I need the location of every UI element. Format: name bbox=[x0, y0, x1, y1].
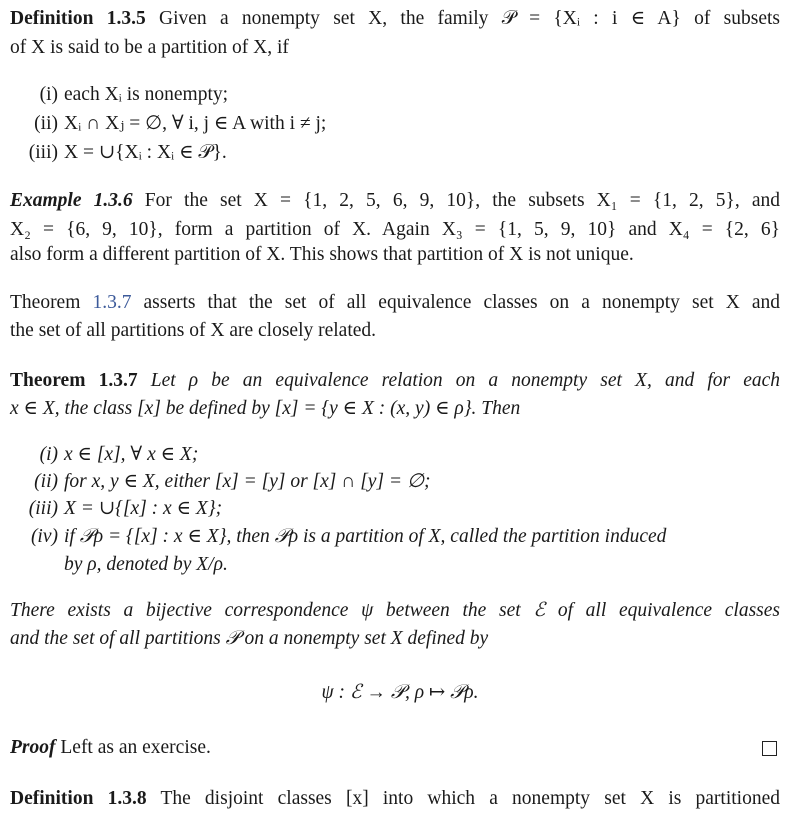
list-item bbox=[10, 80, 780, 109]
definition-text: Given a nonempty set X, the family 𝒫 = {Xᵢ : i ∈ A} of subsets bbox=[159, 8, 780, 29]
list-item-text: Xᵢ ∩ Xⱼ = ∅, ∀ i, j ∈ A with i ≠ j; bbox=[64, 113, 327, 134]
definition-1-3-5-line2: of X is said to be a partition of X, if bbox=[10, 37, 289, 58]
example-text: For the set X = {1, 2, 5, 6, 9, 10}, the subsets X₁ = {1, 2, 5}, and bbox=[144, 190, 781, 211]
qed-box-icon bbox=[762, 741, 777, 756]
example-1-3-6-line1 bbox=[10, 186, 780, 215]
definition-1-3-5-line1 bbox=[10, 4, 780, 33]
list-item-continuation: by ρ, denoted by X/ρ. bbox=[64, 554, 228, 575]
theorem-1-3-7-correspondence-line2: and the set of all partitions 𝒫 on a nonempty set X defined by bbox=[10, 628, 489, 649]
proof-label: Proof bbox=[10, 737, 56, 758]
list-item bbox=[10, 138, 780, 167]
list-item-text: X = ∪{Xᵢ : Xᵢ ∈ 𝒫}. bbox=[64, 142, 227, 163]
theorem-reference-link[interactable]: 1.3.7 bbox=[92, 292, 132, 313]
paragraph-line2: the set of all partitions of X are closely related. bbox=[10, 320, 377, 341]
list-item bbox=[10, 467, 780, 496]
list-item-number: (i) bbox=[39, 444, 58, 465]
paragraph-line1 bbox=[10, 288, 780, 317]
theorem-1-3-7-line2: x ∈ X, the class [x] be defined by [x] = {y ∈ X : (x, y) ∈ ρ}. Then bbox=[10, 398, 521, 419]
definition-text: The disjoint classes [x] into which a nonempty set X is partitioned bbox=[160, 788, 780, 809]
list-item-number: (iii) bbox=[28, 498, 58, 519]
list-item bbox=[10, 522, 780, 551]
definition-1-3-8-line1 bbox=[10, 784, 780, 813]
paragraph-text: Theorem bbox=[10, 292, 93, 313]
definition-label: Definition 1.3.8 bbox=[10, 788, 147, 809]
list-item bbox=[10, 109, 780, 138]
example-1-3-6-line2: X₂ = {6, 9, 10}, form a partition of X. Again X₃ = {1, 5, 9, 10} and X₄ = {2, 6} bbox=[10, 219, 780, 240]
proof-text: Left as an exercise. bbox=[60, 737, 211, 758]
list-item bbox=[10, 494, 780, 523]
list-item bbox=[10, 440, 780, 469]
list-item-number: (i) bbox=[39, 84, 58, 105]
list-item-number: (iii) bbox=[28, 142, 58, 163]
example-1-3-6-line3: also form a different partition of X. This shows that partition of X is not unique. bbox=[10, 244, 634, 265]
definition-label: Definition 1.3.5 bbox=[10, 8, 146, 29]
display-equation: ψ : ℰ → 𝒫, ρ ↦ 𝒫ρ. bbox=[321, 682, 479, 703]
theorem-text: Let ρ be an equivalence relation on a nonempty set X, and for each bbox=[150, 370, 781, 391]
list-item-text: X = ∪{[x] : x ∈ X}; bbox=[64, 498, 223, 519]
paragraph-text: asserts that the set of all equivalence classes on a nonempty set X and bbox=[131, 292, 781, 313]
theorem-1-3-7-line1 bbox=[10, 366, 780, 395]
list-item-text: x ∈ [x], ∀ x ∈ X; bbox=[64, 444, 199, 465]
list-item-text: each Xᵢ is nonempty; bbox=[64, 84, 229, 105]
list-item-text: if 𝒫ρ = {[x] : x ∈ X}, then 𝒫ρ is a partition of X, called the partition induced bbox=[64, 526, 667, 547]
list-item-number: (ii) bbox=[34, 471, 58, 492]
theorem-1-3-7-correspondence-line1: There exists a bijective correspondence ψ between the set ℰ of all equivalence classes bbox=[10, 600, 780, 621]
theorem-label: Theorem 1.3.7 bbox=[10, 370, 138, 391]
list-item-number: (iv) bbox=[30, 526, 58, 547]
example-label: Example 1.3.6 bbox=[10, 190, 133, 211]
list-item-number: (ii) bbox=[34, 113, 58, 134]
list-item-text: for x, y ∈ X, either [x] = [y] or [x] ∩ [y] = ∅; bbox=[64, 471, 431, 492]
proof-line bbox=[10, 733, 780, 762]
